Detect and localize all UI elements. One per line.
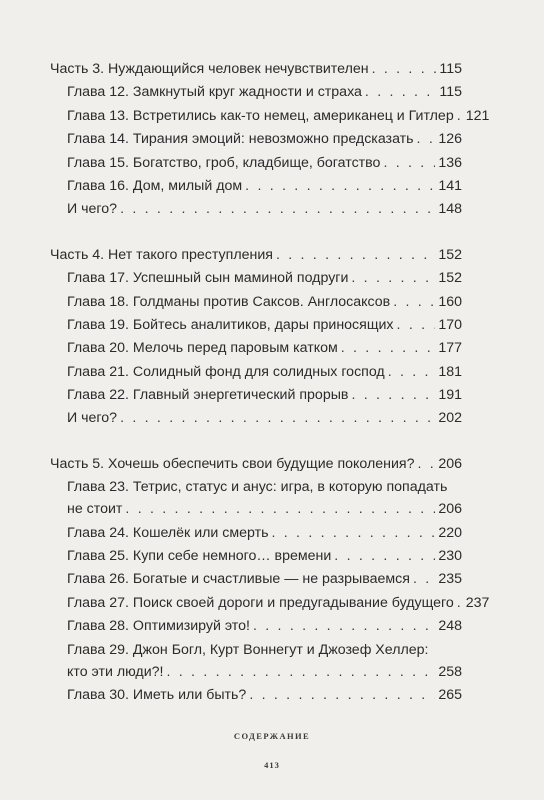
dot-leader	[125, 498, 435, 521]
toc-entry-title: И чего?	[67, 201, 118, 218]
toc-entry-title: Глава 19. Бойтесь аналитиков, дары приносящих	[67, 316, 394, 333]
toc-page-number: 136	[438, 154, 462, 171]
dot-leader	[120, 198, 435, 221]
toc-chapter-entry	[50, 568, 462, 591]
toc-chapter-entry	[50, 407, 462, 430]
toc-chapter-entry	[50, 152, 462, 175]
toc-page-number: 148	[438, 201, 462, 218]
toc-page-number: 141	[438, 177, 462, 194]
toc-entry-title: Глава 23. Тетрис, статус и анус: игра, в которую попадать	[67, 479, 448, 496]
dot-leader	[253, 615, 435, 638]
dot-leader	[457, 592, 463, 615]
toc-entry-title: Глава 28. Оптимизируй это!	[67, 618, 250, 635]
toc-chapter-entry	[50, 545, 462, 568]
toc-chapter-entry	[50, 291, 462, 314]
toc-chapter-entry	[50, 128, 462, 151]
dot-leader	[383, 152, 435, 175]
toc-entry-title: Глава 20. Мелочь перед паровым катком	[67, 340, 338, 357]
toc-entry-title: Глава 29. Джон Богл, Курт Воннегут и Джозеф Хеллер:	[67, 641, 429, 658]
toc-chapter-entry-line1	[50, 476, 462, 498]
dot-leader	[413, 568, 435, 591]
toc-chapter-entry	[50, 337, 462, 360]
toc-chapter-entry	[50, 592, 490, 615]
toc-page-number: 265	[438, 686, 462, 703]
dot-leader	[365, 81, 436, 104]
dot-leader	[372, 58, 437, 81]
toc-entry-title: Глава 17. Успешный сын маминой подруги	[67, 270, 349, 287]
toc-entry-title: Глава 12. Замкнутый круг жадности и страха	[67, 84, 362, 101]
toc-chapter-entry	[50, 384, 462, 407]
toc-entry-title: Глава 18. Голдманы против Саксов. Англосаксов	[67, 293, 391, 310]
toc-entry-title: Глава 16. Дом, милый дом	[67, 177, 243, 194]
toc-chapter-entry	[50, 198, 462, 221]
toc-chapter-entry	[50, 684, 462, 707]
toc-page-number: 126	[438, 131, 462, 148]
dot-leader	[418, 453, 436, 476]
toc-page-number: 206	[438, 455, 462, 472]
toc-chapter-entry	[50, 267, 462, 290]
dot-leader	[341, 337, 436, 360]
toc-page-number: 160	[438, 293, 462, 310]
dot-leader	[351, 267, 435, 290]
toc-page-number: 152	[438, 270, 462, 287]
toc-chapter-entry-line1	[50, 639, 462, 661]
section-spacer	[50, 222, 462, 244]
toc-entry-title: И чего?	[67, 410, 118, 427]
toc-page-number: 191	[438, 387, 462, 404]
table-of-contents	[50, 58, 490, 707]
toc-page-number: 248	[438, 618, 462, 635]
toc-entry-title-continued: кто эти люди?!	[67, 663, 164, 680]
toc-entry-title: Часть 3. Нуждающийся человек нечувствителен	[50, 61, 369, 77]
toc-page-number: 181	[438, 363, 462, 380]
toc-chapter-entry	[50, 175, 462, 198]
dot-leader	[388, 361, 436, 384]
dot-leader	[334, 545, 435, 568]
toc-entry-title: Глава 15. Богатство, гроб, кладбище, богатство	[67, 154, 381, 171]
toc-chapter-entry	[50, 361, 462, 384]
toc-entry-title: Часть 5. Хочешь обеспечить свои будущие поколения?	[50, 455, 415, 472]
toc-entry-title: Глава 13. Встретились как-то немец, американец и Гитлер	[67, 107, 454, 124]
toc-entry-title: Глава 27. Поиск своей дороги и предугадывание будущего	[67, 594, 454, 611]
toc-page-number: 177	[438, 340, 462, 357]
toc-page-number: 115	[439, 61, 462, 77]
toc-page-number: 235	[438, 571, 462, 588]
toc-page-number: 258	[438, 663, 462, 680]
dot-leader	[245, 175, 435, 198]
toc-page-number: 206	[438, 501, 462, 518]
running-footer-title: СОДЕРЖАНИЕ	[233, 731, 311, 741]
toc-part-heading	[50, 58, 462, 81]
toc-page-number: 220	[438, 524, 462, 541]
dot-leader	[351, 384, 435, 407]
toc-entry-title-continued: не стоит	[67, 501, 123, 518]
toc-chapter-entry-line2	[50, 661, 462, 684]
toc-page-number: 237	[465, 594, 490, 611]
toc-page-number: 170	[438, 316, 462, 333]
dot-leader	[397, 314, 436, 337]
toc-page-number: 115	[439, 84, 462, 101]
page-number: 413	[264, 760, 280, 770]
toc-chapter-entry	[50, 105, 490, 128]
dot-leader	[393, 291, 435, 314]
toc-entry-title: Глава 26. Богатые и счастливые — не разрываемся	[67, 571, 410, 588]
toc-entry-title: Глава 25. Купи себе немного… времени	[67, 548, 332, 565]
toc-page-number: 202	[438, 410, 462, 427]
dot-leader	[457, 105, 463, 128]
dot-leader	[271, 522, 435, 545]
dot-leader	[276, 244, 435, 267]
toc-part-heading	[50, 453, 462, 476]
dot-leader	[166, 661, 435, 684]
toc-chapter-entry-line2	[50, 498, 462, 521]
toc-entry-title: Глава 24. Кошелёк или смерть	[67, 524, 269, 541]
toc-entry-title: Глава 14. Тирания эмоций: невозможно предсказать	[67, 131, 414, 148]
dot-leader	[249, 684, 435, 707]
toc-entry-title: Глава 22. Главный энергетический прорыв	[67, 387, 349, 404]
toc-chapter-entry	[50, 615, 462, 638]
toc-entry-title: Глава 21. Солидный фонд для солидных господ	[67, 363, 385, 380]
dot-leader	[120, 407, 435, 430]
toc-chapter-entry	[50, 522, 462, 545]
toc-entry-title: Глава 30. Иметь или быть?	[67, 686, 247, 703]
dot-leader	[417, 128, 436, 151]
toc-part-heading	[50, 244, 462, 267]
toc-page-number: 121	[465, 107, 490, 124]
section-spacer	[50, 431, 462, 453]
toc-entry-title: Часть 4. Нет такого преступления	[50, 246, 273, 263]
toc-page-number: 152	[438, 246, 462, 263]
toc-page-number: 230	[438, 548, 462, 565]
toc-chapter-entry	[50, 314, 462, 337]
toc-chapter-entry	[50, 81, 462, 104]
